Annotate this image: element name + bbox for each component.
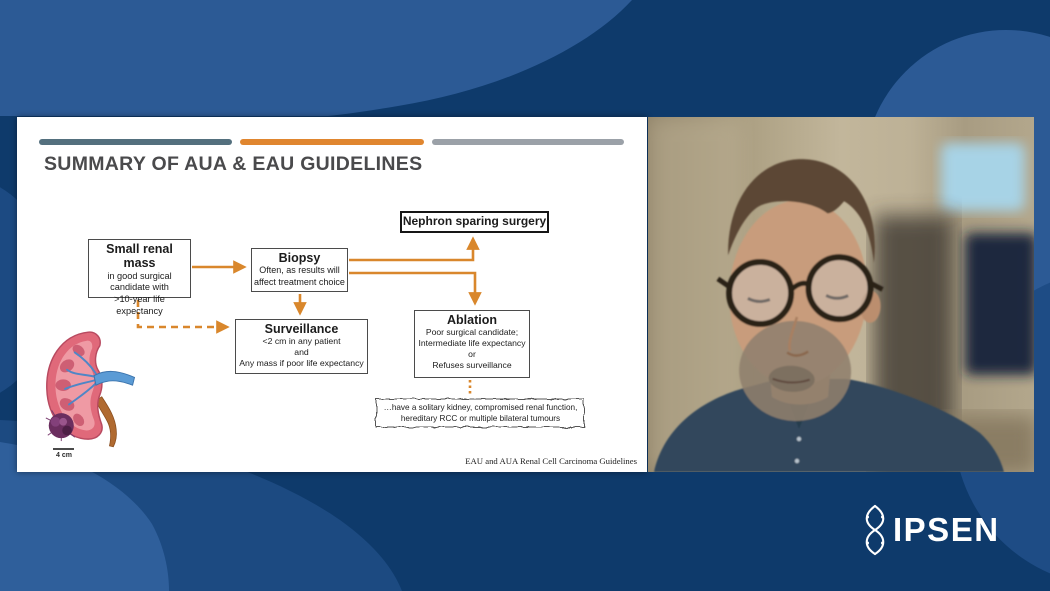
- ablation-box: [414, 310, 530, 378]
- note-line: hereditary RCC or multiple bilateral tumours: [400, 414, 561, 423]
- guidelines-flowchart: [17, 117, 647, 472]
- small-renal-mass-box: [88, 239, 191, 316]
- box-title: Nephron sparing surgery: [402, 214, 547, 229]
- box-title: Surveillance: [264, 322, 339, 336]
- dna-helix-icon: [862, 504, 888, 556]
- box-line: Poor surgical candidate;: [425, 327, 519, 338]
- box-line: affect treatment choice: [254, 276, 345, 287]
- box-line: and: [294, 347, 309, 358]
- box-line: Often, as results will: [259, 265, 340, 276]
- box-title: Biopsy: [278, 251, 321, 265]
- solitary-kidney-note: [375, 398, 586, 428]
- kidney-scale-bar: [53, 448, 74, 450]
- box-line: in good surgical: [107, 270, 172, 281]
- slide-title: SUMMARY OF AUA & EAU GUIDELINES: [44, 153, 423, 175]
- box-line: Intermediate life expectancy: [418, 338, 526, 349]
- box-title: Small renal mass: [106, 242, 173, 271]
- box-line: expectancy: [116, 305, 163, 316]
- ipsen-logo: [862, 504, 1000, 556]
- speaker-portrait: [648, 117, 1034, 472]
- box-line: >10-year life: [114, 293, 165, 304]
- box-line: Refuses surveillance: [432, 359, 512, 370]
- kidney-illustration: [42, 329, 148, 450]
- box-title: Ablation: [447, 313, 497, 327]
- slide-reference: EAU and AUA Renal Cell Carcinoma Guidelines: [465, 456, 637, 466]
- box-line: <2 cm in any patient: [262, 336, 341, 347]
- nephron-sparing-surgery-box: [400, 211, 549, 233]
- note-line: …have a solitary kidney, compromised renal function,: [383, 402, 578, 412]
- surveillance-box: [235, 319, 368, 374]
- presentation-slide: [17, 117, 647, 472]
- logo-text: IPSEN: [893, 511, 1000, 548]
- biopsy-box: [251, 248, 348, 292]
- kidney-scale-label: 4 cm: [56, 452, 72, 459]
- box-line: candidate with: [110, 282, 169, 293]
- box-line: or: [468, 349, 476, 360]
- box-line: Any mass if poor life expectancy: [239, 358, 364, 369]
- speaker-video-tile: [648, 117, 1034, 472]
